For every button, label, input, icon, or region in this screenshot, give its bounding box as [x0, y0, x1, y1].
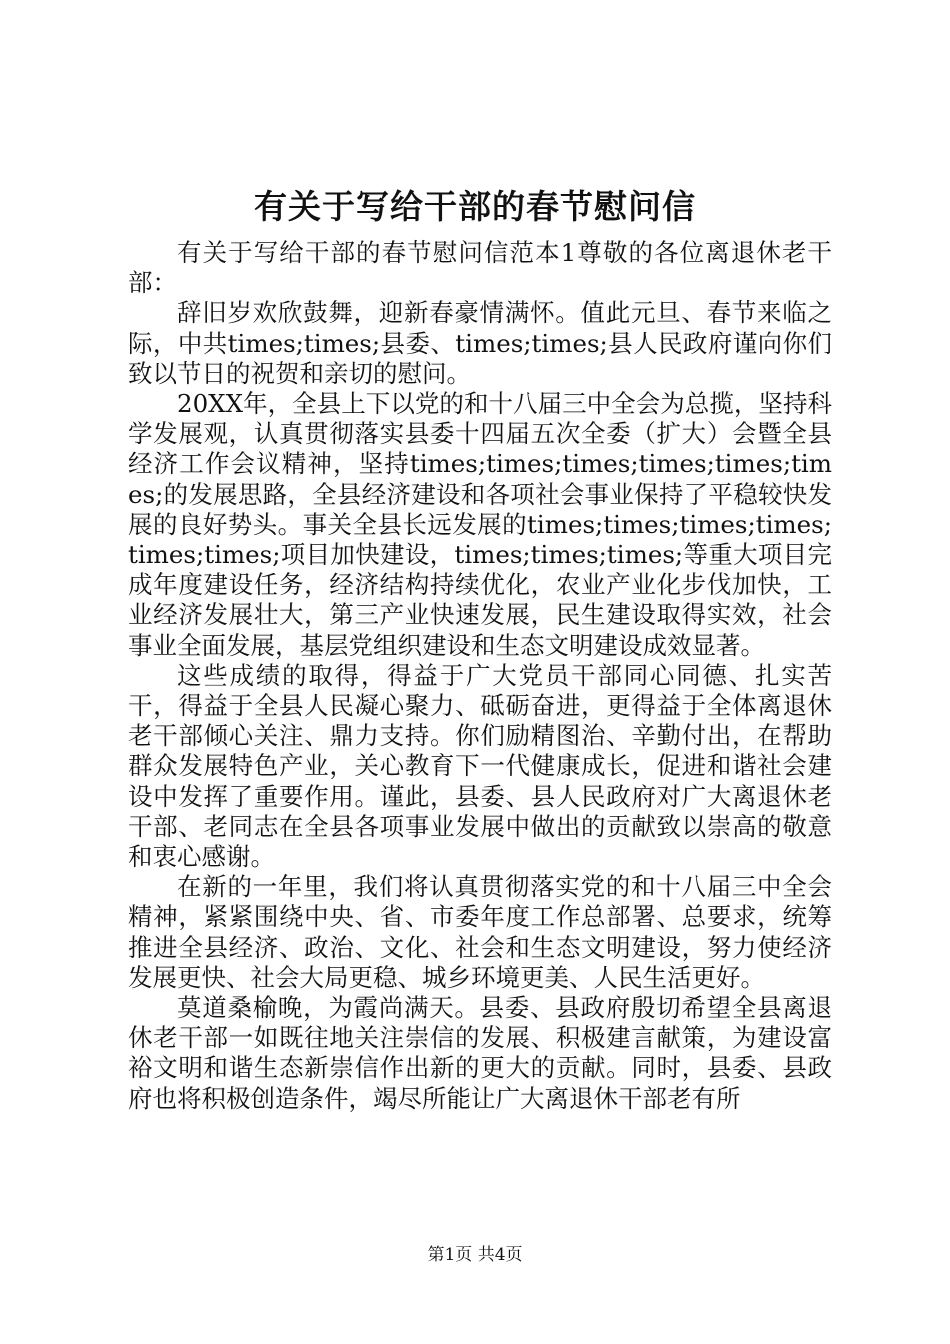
paragraph-achievements: 20XX年，全县上下以党的和十八届三中全会为总揽，坚持科学发展观，认真贯彻落实县委十四届五次全委（扩大）会暨全县经济工作会议精神，坚持times;times;times;times;times;times;的发展思路，全县经济建设和各项社会事业保持了平稳较快发展的良好势头。事关全县长远发展的times;times;times;times;times;times;项目加快建设，times;times;times;等重大项目完成年度建设任务，经济结构持续优化，农业产业化步伐加快，工业经济发展壮大，第三产业快速发展，民生建设取得实效，社会事业全面发展，基层党组织建设和生态文明建设成效显著。 — [128, 389, 832, 660]
page-number-footer: 第1页 共4页 — [427, 1245, 523, 1265]
paragraph-hopes: 莫道桑榆晚，为霞尚满天。县委、县政府殷切希望全县离退休老干部一如既往地关注崇信的发展、积极建言献策，为建设富裕文明和谐生态新崇信作出新的更大的贡献。同时，县委、县政府也将积极创造条件，竭尽所能让广大离退休干部老有所 — [128, 993, 832, 1113]
paragraph-new-year-plans: 在新的一年里，我们将认真贯彻落实党的和十八届三中全会精神，紧紧围绕中央、省、市委年度工作总部署、总要求，统筹推进全县经济、政治、文化、社会和生态文明建设，努力使经济发展更快、社会大局更稳、城乡环境更美、人民生活更好。 — [128, 872, 832, 992]
paragraph-gratitude: 这些成绩的取得，得益于广大党员干部同心同德、扎实苦干，得益于全县人民凝心聚力、砥砺奋进，更得益于全体离退休老干部倾心关注、鼎力支持。你们励精图治、辛勤付出，在帮助群众发展特色产业，关心教育下一代健康成长，促进和谐社会建设中发挥了重要作用。谨此，县委、县人民政府对广大离退休老干部、老同志在全县各项事业发展中做出的贡献致以崇高的敬意和衷心感谢。 — [128, 660, 832, 872]
document-body — [128, 238, 832, 1114]
document-title: 有关于写给干部的春节慰问信 — [254, 187, 696, 226]
paragraph-salutation: 有关于写给干部的春节慰问信范本1尊敬的各位离退休老干部： — [128, 238, 832, 298]
paragraph-greeting: 辞旧岁欢欣鼓舞，迎新春豪情满怀。值此元旦、春节来临之际，中共times;times;县委、times;times;县人民政府谨向你们致以节日的祝贺和亲切的慰问。 — [128, 298, 832, 388]
